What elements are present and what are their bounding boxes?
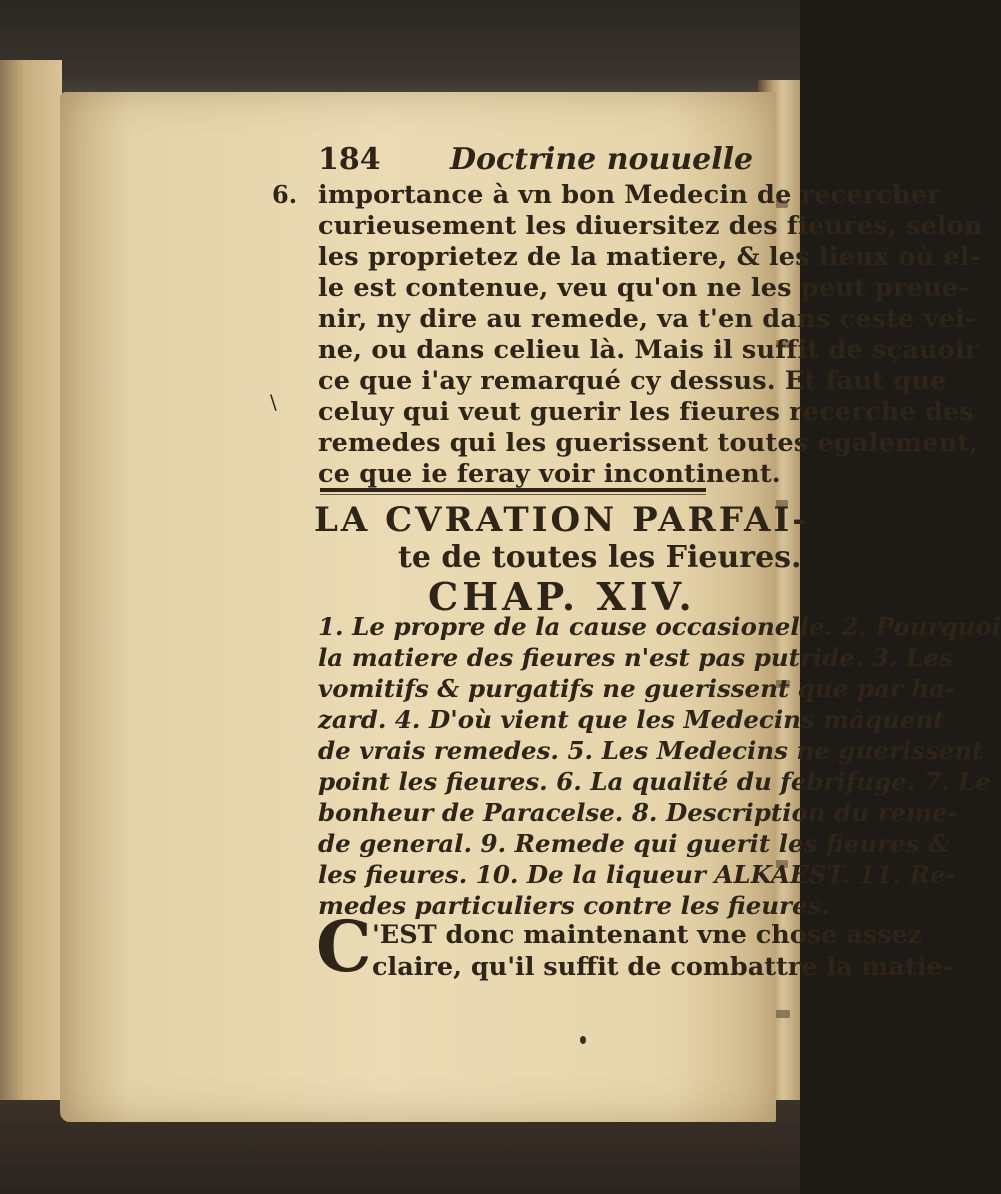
summary-line: les fieures. 10. De la liqueur ALKAEST. 11. Re-	[318, 860, 956, 889]
summary-line: de general. 9. Remede qui guerit les fieures &	[318, 829, 951, 858]
chapter-subtitle: te de toutes les Fieures.	[398, 540, 802, 575]
page-number: 184	[318, 142, 381, 177]
chapter-number: CHAP. XIV.	[428, 574, 696, 619]
book-left-edge	[0, 60, 62, 1120]
opening-line: claire, qu'il suffit de combattre la matie-	[372, 952, 954, 982]
body-line: celuy qui veut guerir les fieures recerche des	[318, 397, 974, 427]
body-line: le est contenue, veu qu'on ne les peut preue-	[318, 273, 970, 303]
margin-tick: \	[270, 390, 277, 414]
summary-line: 1. Le propre de la cause occasionelle. 2. Pourquoi	[318, 612, 1001, 641]
body-line: remedes qui les guerissent toutes egalement,	[318, 428, 979, 458]
summary-line: point les fieures. 6. La qualité du febrifuge. 7. Le	[318, 767, 991, 796]
ink-speck	[580, 1036, 586, 1044]
drop-cap: C	[316, 905, 372, 988]
body-line: curieusement les diuersitez des fieures, selon	[318, 211, 983, 241]
running-title: Doctrine nouuelle	[450, 142, 754, 177]
body-line: nir, ny dire au remede, va t'en dans ceste vei-	[318, 304, 976, 334]
margin-mark: 6.	[272, 180, 298, 209]
body-line: les proprietez de la matiere, & les lieux où el-	[318, 242, 981, 272]
opening-line: 'EST donc maintenant vne chose assez	[372, 920, 923, 950]
summary-line: la matiere des fieures n'est pas putride. 3. Les	[318, 643, 953, 672]
summary-line: zard. 4. D'où vient que les Medecins mâquent	[318, 705, 945, 734]
summary-line: bonheur de Paracelse. 8. Description du reme-	[318, 798, 958, 827]
summary-line: de vrais remedes. 5. Les Medecins ne guerissent	[318, 736, 984, 765]
summary-line: vomitifs & purgatifs ne guerissent que par ha-	[318, 674, 956, 703]
summary-line: medes particuliers contre les fieures.	[318, 891, 830, 920]
body-line: ce que i'ay remarqué cy dessus. Et faut que	[318, 366, 947, 396]
section-rule-thin	[320, 494, 706, 495]
chapter-title: LA CVRATION PARFAI-	[314, 500, 810, 540]
body-line: ne, ou dans celieu là. Mais il suffit de sçauoir	[318, 335, 979, 365]
body-line: importance à vn bon Medecin de recercher	[318, 180, 941, 210]
body-line: ce que ie feray voir incontinent.	[318, 459, 781, 489]
